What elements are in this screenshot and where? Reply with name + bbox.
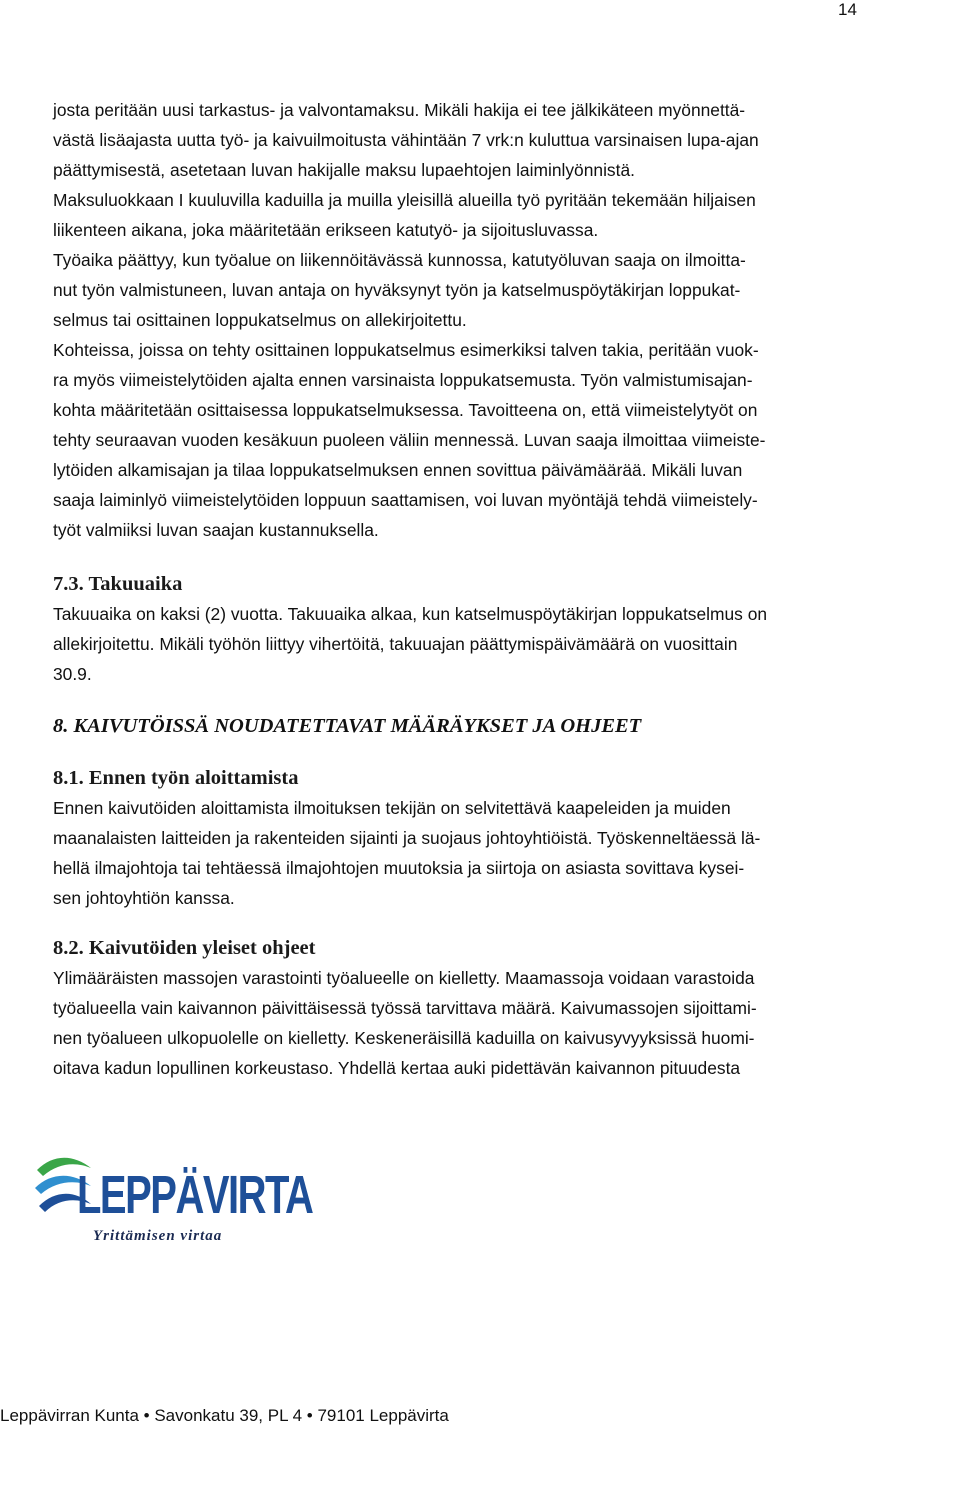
section-heading-8-2: 8.2. Kaivutöiden yleiset ohjeet <box>53 937 316 959</box>
paragraph-4: Kohteissa, joissa on tehty osittainen loppukatselmus esimerkiksi talven takia, peritään vuok- ra myös viimeistelytöiden ajalta ennen varsinaista loppukatsemusta. Työn valmistumisajan- kohta määritetään osittaisessa loppukatselmuksessa. Tavoitteena on, että viimeistelytyöt on tehty seuraavan vuoden kesäkuun puoleen väliin mennessä. Luvan saaja ilmoittaa viimeiste- lytöiden alkamisajan ja tilaa loppukatselmuksen ennen sovittua päivämäärää. Mikäli luvan saaja laiminlyö viimeistelytöiden loppuun saattamisen, voi luvan myöntäjä tehdä viimeistely- työt valmiiksi luvan saajan kustannuksella. <box>53 340 766 540</box>
leppavirta-logo <box>33 1148 313 1248</box>
document-body <box>53 95 873 1083</box>
page-number: 14 <box>838 0 857 19</box>
paragraph-7-3: Takuuaika on kaksi (2) vuotta. Takuuaika alkaa, kun katselmuspöytäkirjan loppukatselmus on allekirjoitettu. Mikäli työhön liittyy vihertöitä, takuuajan päättymispäivämäärä on vuosittain 30.9. <box>53 604 768 684</box>
footer-address: Leppävirran Kunta • Savonkatu 39, PL 4 • 79101 Leppävirta <box>0 1406 449 1425</box>
logo-wordmark: LEPPÄVIRTA <box>77 1165 313 1225</box>
section-heading-7-3: 7.3. Takuuaika <box>53 573 183 595</box>
paragraph-3: Työaika päättyy, kun työalue on liikennöitävässä kunnossa, katutyöluvan saaja on ilmoitta- nut työn valmistuneen, luvan antaja on hyväksynyt työn ja katselmuspöytäkirjan loppukat- selmus tai osittainen loppukatselmus on allekirjoitettu. <box>53 250 746 330</box>
chapter-heading-8: 8. KAIVUTÖISSÄ NOUDATETTAVAT MÄÄRÄYKSET JA OHJEET <box>53 715 642 737</box>
section-heading-8-1: 8.1. Ennen työn aloittamista <box>53 767 299 789</box>
paragraph-2: Maksuluokkaan I kuuluvilla kaduilla ja muilla yleisillä alueilla työ pyritään tekemään hiljaisen liikenteen aikana, joka määritetään erikseen katutyö- ja sijoitusluvassa. <box>53 190 756 240</box>
logo-tagline: Yrittämisen virtaa <box>93 1228 223 1244</box>
paragraph-8-1: Ennen kaivutöiden aloittamista ilmoituksen tekijän on selvitettävä kaapeleiden ja muiden maanalaisten laitteiden ja rakenteiden sijainti ja suojaus johtoyhtiöistä. Työskenneltäessä lä- hellä ilmajohtoja tai tehtäessä ilmajohtojen muutoksia ja siirtoja on asiasta sovittava kysei- sen johtoyhtiön kanssa. <box>53 798 761 908</box>
paragraph-8-2: Ylimääräisten massojen varastointi työalueelle on kielletty. Maamassoja voidaan varastoida työalueella vain kaivannon päivittäisessä työssä tarvittava määrä. Kaivumassojen sijoittami- nen työalueen ulkopuolelle on kielletty. Keskeneräisillä kaduilla on kaivusyvyyksissä huomi- oitava kadun lopullinen korkeustaso. Yhdellä kertaa auki pidettävän kaivannon pituudesta <box>53 968 757 1078</box>
paragraph-1: josta peritään uusi tarkastus- ja valvontamaksu. Mikäli hakija ei tee jälkikäteen myönnettä- västä lisäajasta uutta työ- ja kaivuilmoitusta vähintään 7 vrk:n kuluttua varsinaisen lupa-ajan päättymisestä, asetetaan luvan hakijalle maksu lupaehtojen laiminlyönnistä. <box>53 100 759 180</box>
